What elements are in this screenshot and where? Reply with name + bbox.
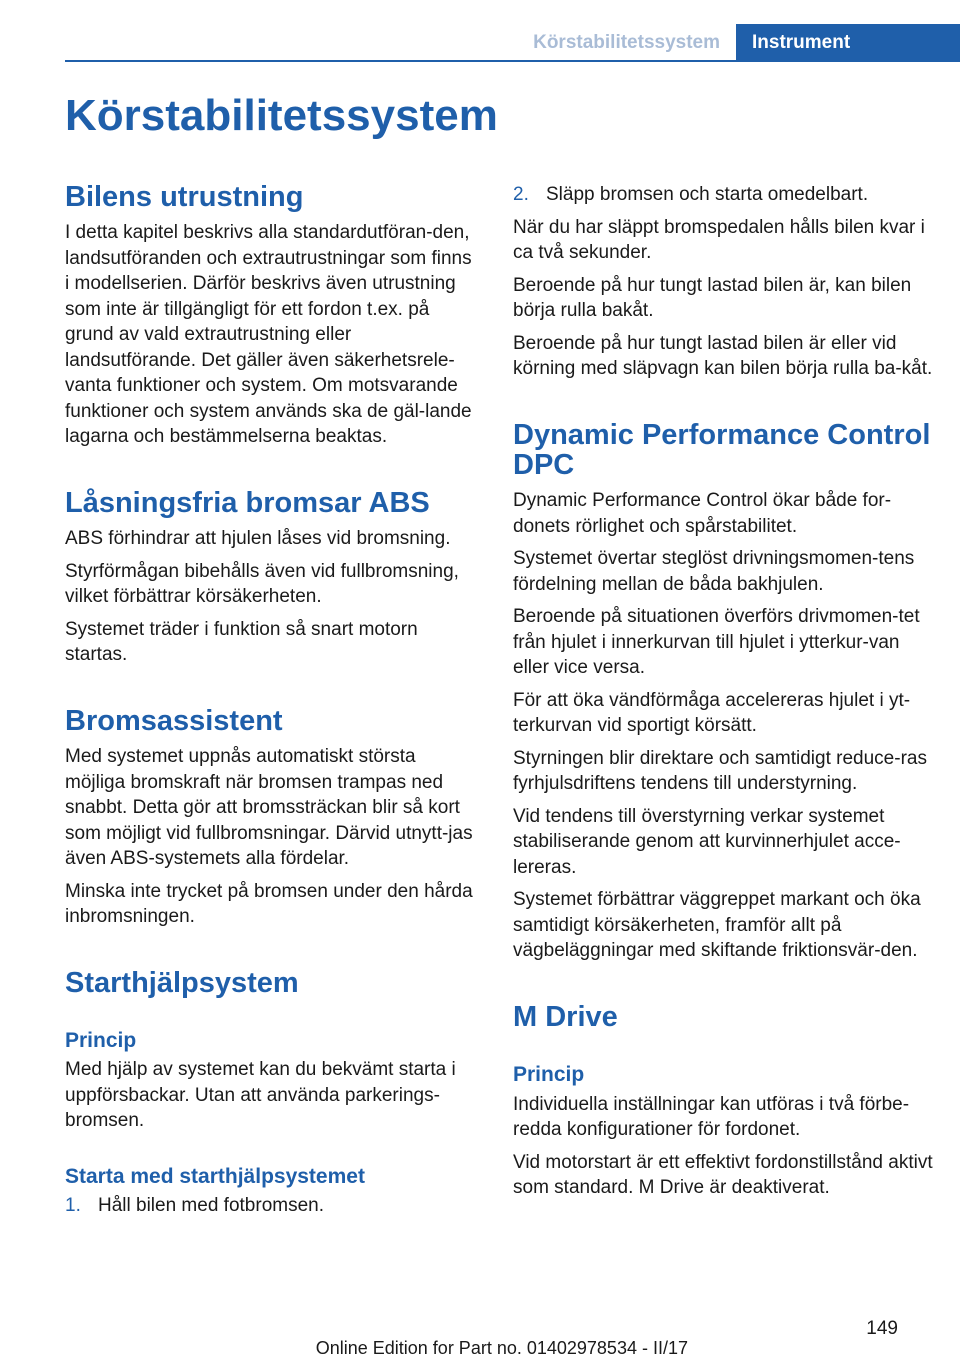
- heading-starthjalpsystem: Starthjälpsystem: [65, 966, 299, 999]
- left-column: [65, 182, 481, 1219]
- subheading-starta: Starta med starthjälpsystemet: [65, 1164, 365, 1188]
- paragraph: Systemet förbättrar väggreppet markant och öka samtidigt körsäkerheten, framför allt på vägbeläggningar med skiftande friktionsvär-den.: [513, 889, 921, 962]
- page-header: [65, 24, 960, 62]
- right-column: [513, 182, 933, 1201]
- heading-m-drive: M Drive: [513, 1000, 618, 1033]
- header-section-label: Körstabilitetssystem: [533, 32, 720, 53]
- paragraph: Beroende på hur tungt lastad bilen är, kan bilen börja rulla bakåt.: [513, 274, 912, 321]
- paragraph: När du har släppt bromspedalen hålls bilen kvar i ca två sekunder.: [513, 216, 925, 263]
- heading-dpc: Dynamic Performance Control DPC: [513, 418, 931, 481]
- paragraph: I detta kapitel beskrivs alla standardutföran-den, landsutföranden och extrautrustningar som finns i modellserien. Därför beskrivs även utrustning som inte är tillgängligt för ett fordon t.ex. på grund av vald extrautrustning eller landsutförande. Det gäller även säkerhetsrele-vanta funktioner och system. Om motsvarande funktioner och system används ska de gäl-lande lagarna och bestämmelserna beaktas.: [65, 222, 472, 448]
- paragraph: Styrförmågan bibehålls även vid fullbromsning, vilket förbättrar körsäkerheten.: [65, 560, 459, 608]
- paragraph: Minska inte trycket på bromsen under den hårda inbromsningen.: [65, 880, 473, 928]
- paragraph: Individuella inställningar kan utföras i två förbe-redda konfigurationer för fordonet.: [513, 1093, 910, 1140]
- subheading-princip: Princip: [513, 1063, 585, 1087]
- paragraph: Dynamic Performance Control ökar både for-donets rörlighet och spårstabilitet.: [513, 490, 892, 537]
- paragraph: Med systemet uppnås automatiskt största möjliga bromskraft när bromsen trampas ned snabbt. Detta gör att bromssträckan blir så kort som möjligt vid fullbromsningar. Därvid utnytt-jas även ABS-systemets alla fördelar.: [65, 746, 473, 870]
- paragraph: Beroende på situationen överförs drivmomen-tet från hjulet i innerkurvan till hjulet i ytterkur-van eller vice versa.: [513, 606, 920, 679]
- paragraph: Styrningen blir direktare och samtidigt reduce-ras fyrhjulsdriftens tendens till understyrning.: [513, 747, 927, 795]
- edition-line: Online Edition for Part no. 01402978534 - II/17: [315, 1338, 688, 1358]
- list-item: [65, 1193, 481, 1219]
- paragraph: ABS förhindrar att hjulen låses vid bromsning.: [65, 528, 451, 550]
- paragraph: Vid motorstart är ett effektivt fordonstillstånd aktivt som standard. M Drive är deaktiverat.: [513, 1151, 933, 1198]
- step-text: Släpp bromsen och starta omedelbart.: [546, 184, 869, 205]
- heading-abs: Låsningsfria bromsar ABS: [65, 486, 430, 519]
- page-title: Körstabilitetssystem: [65, 91, 498, 140]
- step-number: 2.: [513, 184, 529, 205]
- paragraph: Systemet övertar steglöst drivningsmomen-tens fördelning mellan de båda bakhjulen.: [513, 548, 915, 595]
- header-rule: [65, 60, 960, 62]
- heading-bromsassistent: Bromsassistent: [65, 704, 283, 737]
- list-item: [513, 182, 933, 208]
- paragraph: Vid tendens till överstyrning verkar systemet stabiliserande genom att kurvinnerhjulet acce-lereras.: [513, 805, 901, 878]
- paragraph: Med hjälp av systemet kan du bekvämt starta i uppförsbackar. Utan att använda parkerings-bromsen.: [65, 1059, 456, 1132]
- header-chapter-tab: Instrument: [736, 24, 960, 62]
- paragraph: För att öka vändförmåga accelereras hjulet i yt-terkurvan vid sportigt körsätt.: [513, 689, 911, 737]
- paragraph: Systemet träder i funktion så snart motorn startas.: [65, 618, 418, 666]
- paragraph: Beroende på hur tungt lastad bilen är eller vid körning med släpvagn kan bilen börja rulla ba-kåt.: [513, 332, 933, 379]
- heading-bilens-utrustning: Bilens utrustning: [65, 181, 304, 213]
- step-number: 1.: [65, 1195, 81, 1217]
- subheading-princip: Princip: [65, 1029, 137, 1053]
- page-number: 149: [866, 1318, 898, 1339]
- step-text: Håll bilen med fotbromsen.: [98, 1195, 324, 1217]
